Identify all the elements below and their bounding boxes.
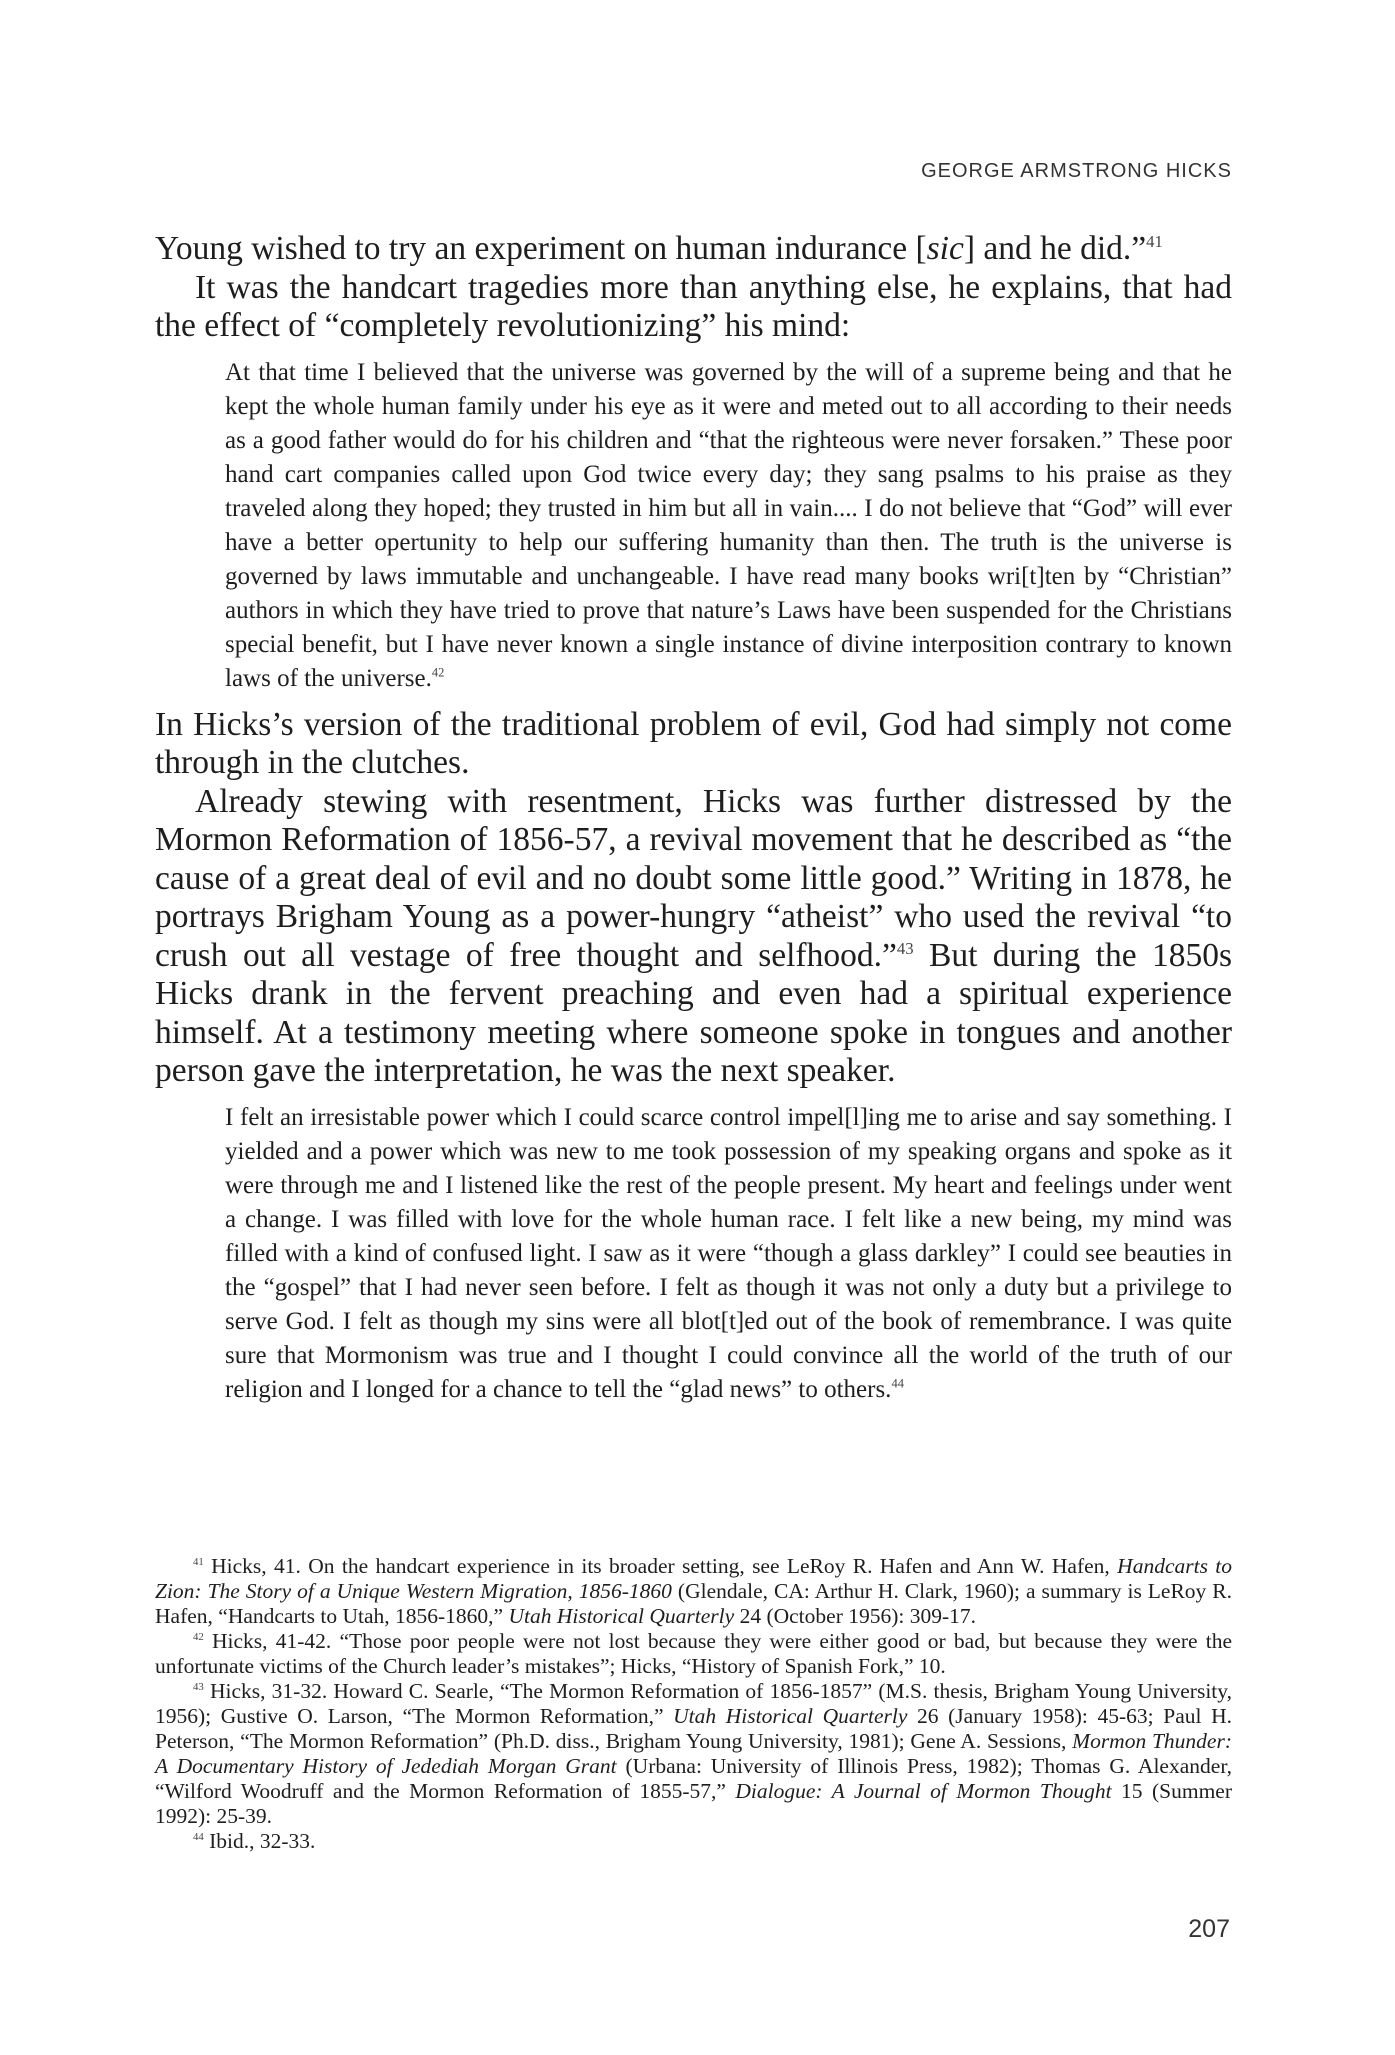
footnotes [155, 1554, 1232, 1854]
main-text [155, 230, 1232, 1417]
footnote-41: $^{41}$ Hicks, 41. On the handcart experience in its broader setting, see LeRoy R. Hafen and Ann W. Hafen, Handcarts to Zion: The Story of a Unique Western Migration, 1856-1860 (Glendale, CA: Arthur H. Clark, 1960); a summary is LeRoy R. Hafen, “Handcarts to Utah, 1856-1860,” Utah Historical Quarterly 24 (October 1956): 309-17. [155, 1554, 1233, 1628]
note-ref-42: 42 [431, 665, 445, 680]
quote-handcart-text: At that time I believed that the universe was governed by the will of a supreme being and that he kept the whole human family under his eye as it were and meted out to all according to their needs as a good father would do for his children and “that the righteous were never forsaken.” These poor hand cart companies called upon God twice every day; they sang psalms to his praise as they traveled along they hoped; they trusted in him but all in vain.... I do not believe that “God” will ever have a better opertunity to help our suffering humanity than then. The truth is the universe is governed by laws immutable and unchangeable. I have read many books wri[t]ten by “Christian” authors in which they have tried to prove that nature’s Laws have been suspended for the Christians special benefit, but I have never known a single instance of divine interposition contrary to known laws of the universe. [225, 358, 1232, 692]
footnote-43: $^{43}$ Hicks, 31-32. Howard C. Searle, “The Mormon Reformation of 1856-1857” (M.S. thesis, Brigham Young University, 1956); Gustive O. Larson, “The Mormon Reformation,” Utah Historical Quarterly 26 (January 1958): 45-63; Paul H. Peterson, “The Mormon Reformation” (Ph.D. diss., Brigham Young University, 1981); Gene A. Sessions, Mormon Thunder: A Documentary History of Jedediah Morgan Grant (Urbana: University of Illinois Press, 1982); Thomas G. Alexander, “Wilford Woodruff and the Mormon Reformation of 1855-57,” Dialogue: A Journal of Mormon Thought 15 (Summer 1992): 25-39. [155, 1679, 1233, 1828]
note-ref-41: 41 [1146, 231, 1163, 251]
note-ref-44: 44 [891, 1376, 904, 1391]
page-number: 207 [1188, 1915, 1230, 1943]
note-ref-43: 43 [896, 938, 914, 958]
paragraph-handcart: It was the handcart tragedies more than anything else, he explains, that had the effect of “completely revolutionizing” his mind: [155, 268, 1232, 344]
block-quote-handcart [225, 356, 1232, 696]
reformation-text-a: Already stewing with resentment, Hicks was further distressed by the Mormon Reformation of 1856-57, a revival movement that he described as “the cause of a great deal of evil and no doubt some little good.” Writing in 1878, he portrays Brigham Young as a power-hungry “atheist” who used the revival “to crush out all vestage of free thought and selfhood.” [155, 782, 1232, 974]
running-head: GEORGE ARMSTRONG HICKS [921, 160, 1232, 182]
reformation-text-b: But during the 1850s Hicks drank in the fervent preaching and even had a spiritual experience himself. At a testimony meeting where someone spoke in tongues and another person gave the interpretation, he was the next speaker. [155, 936, 1233, 1089]
paragraph-intro: Young wished to try an experiment on human indurance [sic] and he did.”$^{41}$ [155, 230, 1163, 267]
paragraph-problem-of-evil: In Hicks’s version of the traditional problem of evil, God had simply not come through in the clutches. [155, 705, 1232, 781]
paragraph-reformation [155, 783, 1232, 1091]
footnote-42: $^{42}$ Hicks, 41-42. “Those poor people were not lost because they were either good or bad, but because they were the unfortunate victims of the Church leader’s mistakes”; Hicks, “History of Spanish Fork,” 10. [155, 1629, 1233, 1678]
block-quote-testimony [225, 1101, 1232, 1407]
footnote-44: $^{44}$ Ibid., 32-33. [193, 1829, 316, 1853]
quote-testimony-text: I felt an irresistable power which I could scarce control impel[l]ing me to arise and say something. I yielded and a power which was new to me took possession of my speaking organs and spoke as it were through me and I listened like the rest of the people present. My heart and feelings under went a change. I was filled with love for the whole human race. I felt like a new being, my mind was filled with a kind of confused light. I saw as it were “though a glass darkley” I could see beauties in the “gospel” that I had never seen before. I felt as though it was not only a duty but a privilege to serve God. I felt as though my sins were all blot[t]ed out of the book of remembrance. I was quite sure that Mormonism was true and I thought I could convince all the world of the truth of our religion and I longed for a chance to tell the “glad news” to others. [225, 1103, 1232, 1403]
